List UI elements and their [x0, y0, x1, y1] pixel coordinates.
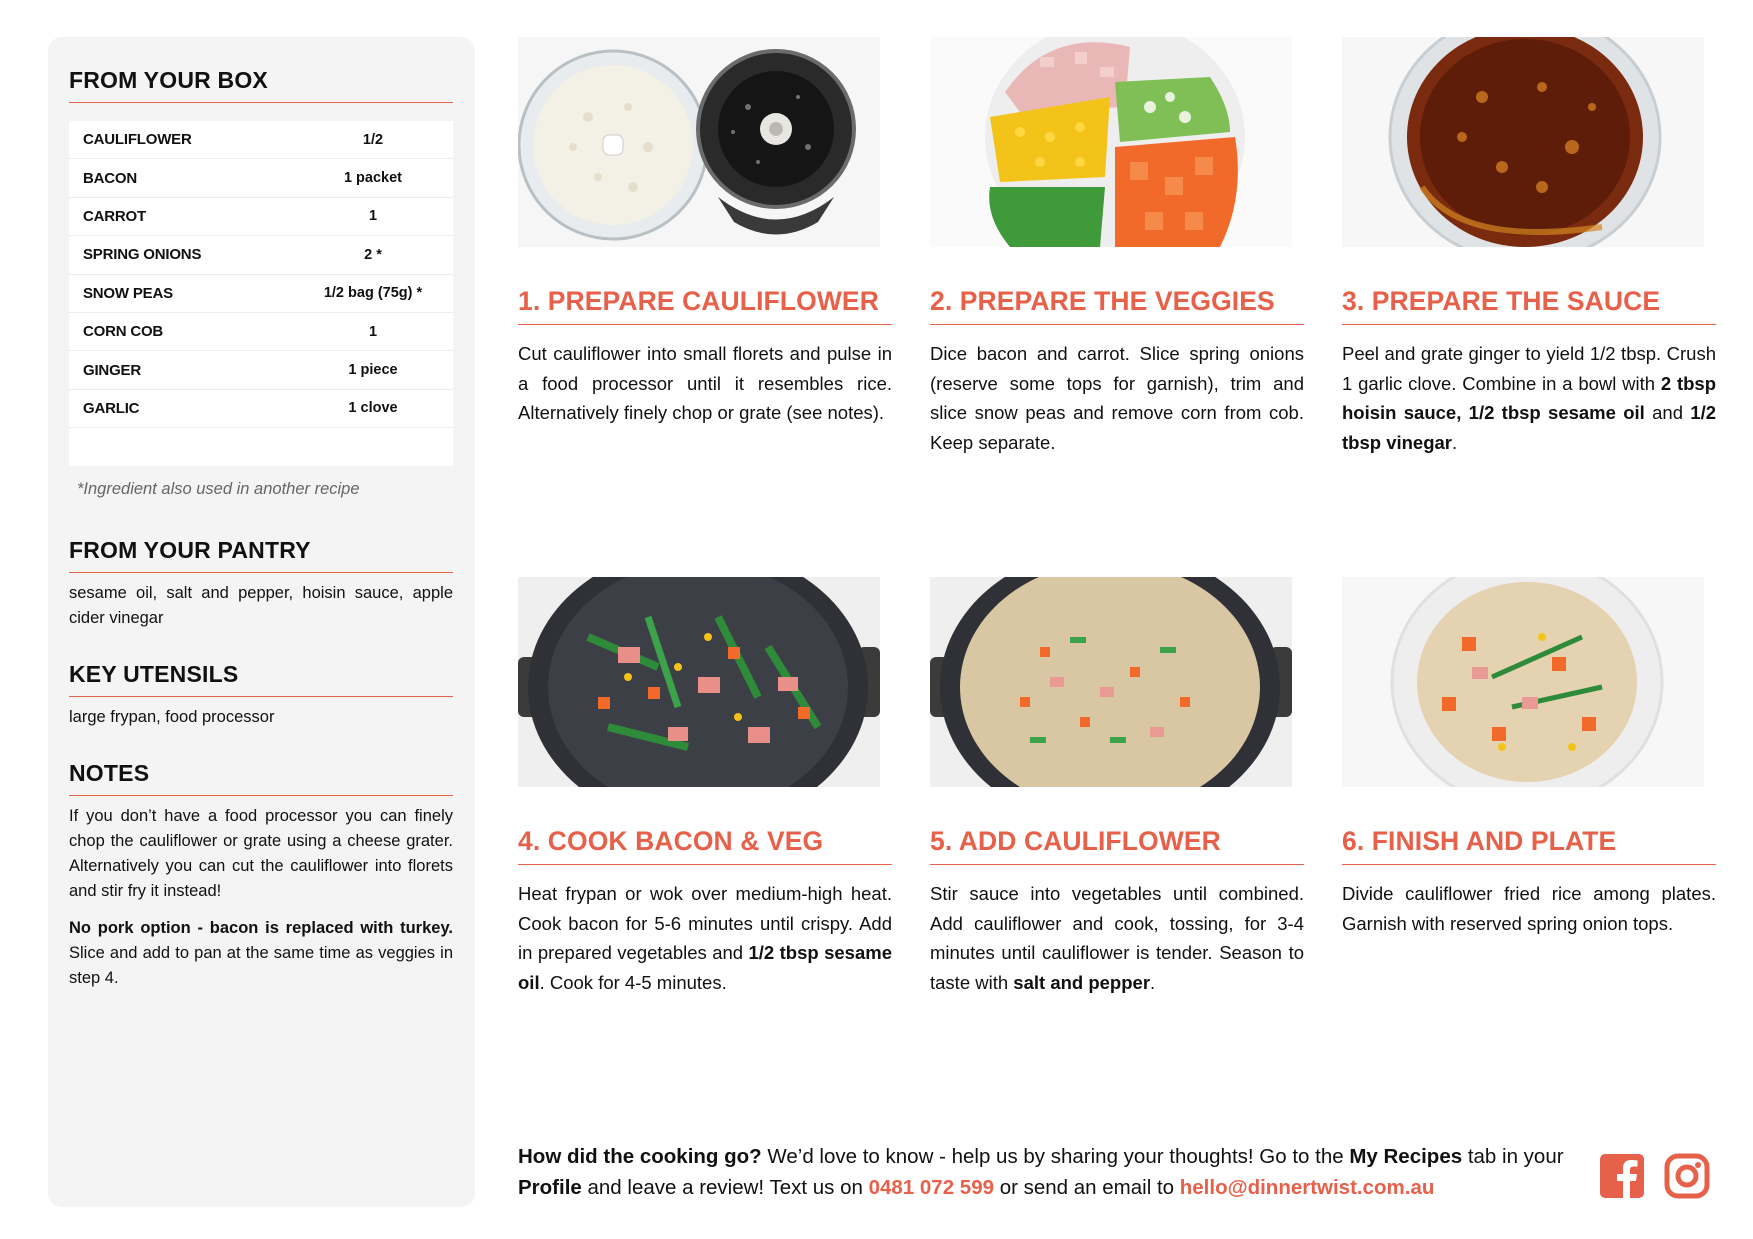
step-5	[930, 577, 1304, 997]
notes-heading: NOTES	[69, 760, 453, 796]
ingredient-name: SPRING ONIONS	[83, 246, 202, 264]
step-title: 5. ADD CAULIFLOWER	[930, 826, 1304, 865]
step-1	[518, 37, 892, 428]
step-title: 4. COOK BACON & VEG	[518, 826, 892, 865]
ingredient-qty: 1/2	[362, 131, 384, 148]
utensils-text: large frypan, food processor	[69, 708, 275, 727]
ingredient-row	[69, 236, 453, 274]
feedback-question: How did the cooking go?	[518, 1145, 762, 1168]
profile-link[interactable]: Profile	[518, 1176, 582, 1199]
step-3	[1342, 37, 1716, 457]
phone-link[interactable]: 0481 072 599	[868, 1176, 994, 1199]
ingredient-name: GARLIC	[83, 399, 140, 417]
box-heading: FROM YOUR BOX	[69, 67, 453, 103]
notes-paragraph: If you don’t have a food processor you can finely chop the cauliflower or grate using a cheese grater. Alternatively you can cut the cauliflower into florets and stir fry it instead!	[69, 807, 453, 901]
bacon-veg-pan-photo	[518, 577, 880, 787]
ingredient-name: CAULIFLOWER	[83, 131, 192, 149]
no-pork-option: No pork option - bacon is replaced with turkey.	[69, 919, 453, 938]
cauliflower-pan-photo	[930, 577, 1292, 787]
my-recipes-link[interactable]: My Recipes	[1349, 1145, 1463, 1168]
step-2	[930, 37, 1304, 457]
ingredient-name: CARROT	[83, 207, 146, 225]
sidebar	[48, 37, 475, 1207]
utensils-section	[69, 661, 453, 730]
notes-section	[69, 760, 453, 991]
ingredient-row	[69, 121, 453, 159]
ingredient-qty: 1 clove	[348, 400, 398, 417]
ingredient-qty: 1	[368, 323, 378, 340]
ingredient-row	[69, 159, 453, 197]
step-text: Heat frypan or wok over medium-high heat. Cook bacon for 5-6 minutes until crispy. Add in prepared vegetables and 1/2 tbsp sesame oil. Cook for 4-5 minutes.	[518, 883, 892, 993]
cauliflower-processor-photo	[518, 37, 880, 247]
ingredient-qty: 1 packet	[343, 170, 403, 187]
ingredient-row	[69, 313, 453, 351]
ingredient-qty: 2 *	[364, 246, 382, 263]
ingredient-name: BACON	[83, 169, 137, 187]
ingredient-name: CORN COB	[83, 323, 164, 341]
step-text: Stir sauce into vegetables until combined. Add cauliflower and cook, tossing, for 3-4 minutes until cauliflower is tender. Season to taste with salt and pepper.	[930, 883, 1304, 993]
step-4	[518, 577, 892, 997]
step-title: 1. PREPARE CAULIFLOWER	[518, 286, 892, 325]
step-title: 2. PREPARE THE VEGGIES	[930, 286, 1304, 325]
ingredient-qty: 1/2 bag (75g) *	[323, 285, 423, 302]
ingredient-row	[69, 390, 453, 428]
ingredient-row	[69, 198, 453, 236]
sauce-bowl-photo	[1342, 37, 1704, 247]
ingredient-qty: 1 piece	[348, 362, 398, 379]
ingredient-footnote: *Ingredient also used in another recipe	[77, 480, 360, 499]
ingredient-name: SNOW PEAS	[83, 284, 173, 302]
step-title: 6. FINISH AND PLATE	[1342, 826, 1716, 865]
step-6	[1342, 577, 1716, 938]
ingredient-name: GINGER	[83, 361, 141, 379]
facebook-icon[interactable]	[1599, 1153, 1645, 1199]
pantry-text: sesame oil, salt and pepper, hoisin sauce, apple cider vinegar	[69, 584, 453, 628]
step-text: Cut cauliflower into small florets and pulse in a food processor until it resembles rice. Alternatively finely chop or grate (see notes).	[518, 343, 892, 423]
email-link[interactable]: hello@dinnertwist.com.au	[1179, 1176, 1435, 1199]
no-pork-detail: Slice and add to pan at the same time as veggies in step 4.	[69, 944, 453, 988]
step-text: Peel and grate ginger to yield 1/2 tbsp. Crush 1 garlic clove. Combine in a bowl with 2 tbsp hoisin sauce, 1/2 tbsp sesame oil and 1/2 tbsp vinegar.	[1342, 343, 1716, 453]
step-title: 3. PREPARE THE SAUCE	[1342, 286, 1716, 325]
veggies-plate-photo	[930, 37, 1292, 247]
ingredient-row	[69, 275, 453, 313]
step-text: Dice bacon and carrot. Slice spring onions (reserve some tops for garnish), trim and slice snow peas and remove corn from cob. Keep separate.	[930, 343, 1304, 453]
pantry-section	[69, 537, 453, 631]
ingredient-qty: 1	[368, 208, 378, 225]
utensils-heading: KEY UTENSILS	[69, 661, 453, 697]
feedback-footer: How did the cooking go? We’d love to know - help us by sharing your thoughts! Go to the My Recipes tab in your Profile and leave a review! Text us on 0481 072 599 or send an email to hello@dinnertwist.com.au	[518, 1145, 1564, 1199]
plated-dish-photo	[1342, 577, 1704, 787]
pantry-heading: FROM YOUR PANTRY	[69, 537, 453, 573]
ingredients-table	[69, 121, 453, 466]
step-text: Divide cauliflower fried rice among plates. Garnish with reserved spring onion tops.	[1342, 883, 1716, 934]
ingredient-row	[69, 351, 453, 389]
instagram-icon[interactable]	[1664, 1153, 1710, 1199]
notes-no-pork	[69, 916, 453, 991]
